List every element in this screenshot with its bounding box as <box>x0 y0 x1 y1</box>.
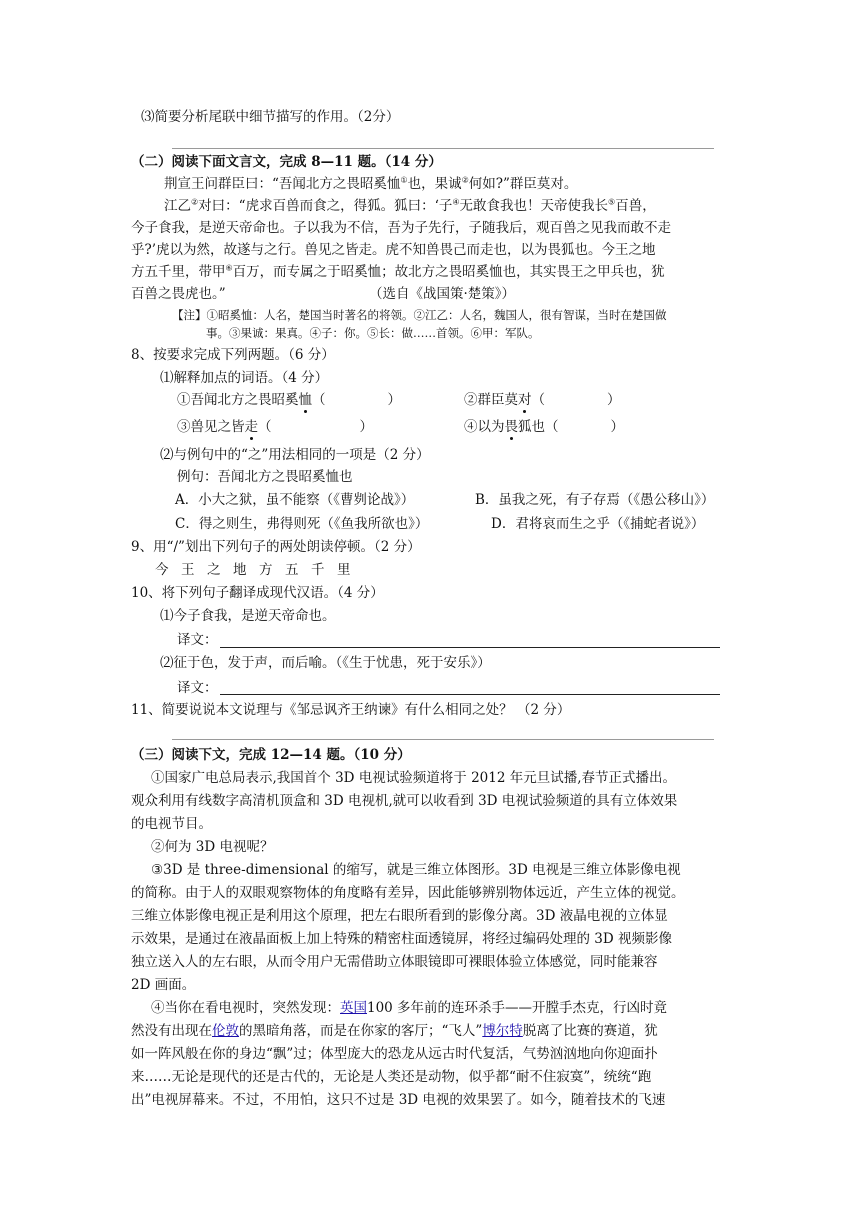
question-8-item-4: ④以为畏狐也（ ） <box>464 419 624 435</box>
question-10-stem: 10、将下列句子翻译成现代汉语。（4 分） <box>131 585 384 601</box>
option-d: D．君将哀而生之乎（《捕蛇者说》） <box>491 516 705 532</box>
article-p2: ②何为 3D 电视呢？ <box>151 839 274 855</box>
translation-answer-line-2[interactable] <box>220 694 720 695</box>
passage-line-4: 乎?’虎以为然，故遂与之行。兽见之皆走。虎不知兽畏己而走也，以为畏狐也。今王之地 <box>131 242 656 258</box>
article-p3-line-2: 的简称。由于人的双眼观察物体的角度略有差异，因此能够辨别物体远近，产生立体的视觉。 <box>131 885 685 901</box>
article-p4-line-5: 出”电视屏幕来。不过，不用怕，这只不过是 3D 电视的效果罢了。如今，随着技术的飞速 <box>131 1092 666 1108</box>
question-8-item-1: ①吾闻北方之畏昭奚恤（ ） <box>177 392 401 408</box>
question-9-sentence: 今 王 之 地 方 五 千 里 <box>155 562 351 578</box>
translation-answer-line-1[interactable] <box>220 647 720 648</box>
question-11-stem: 11、简要说说本文说理与《邹忌讽齐王纳谏》有什么相同之处？ （2 分） <box>131 702 571 718</box>
article-p1-line-2: 观众利用有线数字高清机顶盒和 3D 电视机,就可以收看到 3D 电视试验频道的具有立体效果 <box>131 793 678 809</box>
passage-line-2: 江乙②对曰：“虎求百兽而食之，得狐。狐曰：‘子④无敢食我也！天帝使我长⑤百兽， <box>164 197 656 214</box>
note-line-1: 【注】①昭奚恤：人名，楚国当时著名的将领。②江乙：人名，魏国人，很有智谋，当时在楚国做 <box>172 308 667 322</box>
article-p1-line-3: 的电视节目。 <box>131 816 212 832</box>
passage-line-1: 荆宣王问群臣曰：“吾闻北方之畏昭奚恤①也，果诚②何如?”群臣莫对。 <box>164 175 578 192</box>
link-bolt[interactable]: 博尔特 <box>482 1023 523 1039</box>
article-p3-line-1: ③3D 是 three-dimensional 的缩写，就是三维立体图形。3D 电视是三维立体影像电视 <box>151 862 681 878</box>
question-8-item-2: ②群臣莫对（ ） <box>464 392 621 408</box>
passage-line-3: 今子食我，是逆天帝命也。子以我为不信，吾为子先行，子随我后，观百兽之见我而敢不走 <box>131 220 671 236</box>
passage-line-6: 百兽之畏虎也。” <box>131 286 226 302</box>
question-8-item-3: ③兽见之皆走（ ） <box>177 419 373 435</box>
question-8-sub-2: ⑵与例句中的“之”用法相同的一项是（2 分） <box>160 447 430 463</box>
article-p4-line-4: 来……无论是现代的还是古代的，无论是人类还是动物，似乎都“耐不住寂寞”，统统“跑 <box>131 1069 652 1085</box>
translation-label-1: 译文： <box>177 632 218 648</box>
answer-line <box>172 739 714 740</box>
passage-line-5: 方五千里，带甲⑥百万，而专属之于昭奚恤；故北方之畏昭奚恤也，其实畏王之甲兵也，犹 <box>131 263 665 280</box>
article-p3-line-6: 2D 画面。 <box>131 977 196 993</box>
option-c: C．得之则生，弗得则死（《鱼我所欲也》） <box>175 516 429 532</box>
translation-label-2: 译文： <box>177 680 218 696</box>
question-10-sentence-1: ⑴今子食我，是逆天帝命也。 <box>160 608 336 624</box>
question-10-sentence-2: ⑵征于色，发于声，而后喻。（《生于忧患，死于安乐》） <box>160 655 491 671</box>
article-p3-line-3: 三维立体影像电视正是利用这个原理，把左右眼所看到的影像分离。3D 液晶电视的立体显 <box>131 908 668 924</box>
article-p4-line-2: 然没有出现在伦敦的黑暗角落，而是在你家的客厅；“飞人”博尔特脱离了比赛的赛道，犹 <box>131 1023 658 1039</box>
article-p4-line-1: ④当你在看电视时，突然发现：英国100 多年前的连环杀手——开膛手杰克，行凶时竟 <box>151 1000 668 1016</box>
article-p4-line-3: 如一阵风般在你的身边“飘”过；体型庞大的恐龙从远古时代复活，气势汹汹地向你迎面扑 <box>131 1046 658 1062</box>
option-a: A．小大之狱，虽不能察（《曹刿论战》） <box>175 492 415 508</box>
article-p1-line-1: ①国家广电总局表示,我国首个 3D 电视试验频道将于 2012 年元旦试播,春节正式播出。 <box>151 770 677 786</box>
passage-source: （选自《战国策·楚策》） <box>369 286 516 302</box>
link-london[interactable]: 伦敦 <box>212 1023 239 1039</box>
article-p3-line-4: 示效果，是通过在液晶面板上加上特殊的精密柱面透镜屏，将经过编码处理的 3D 视频影像 <box>131 931 672 947</box>
question-9-stem: 9、用“/”划出下列句子的两处朗读停顿。（2 分） <box>131 539 421 555</box>
question-8-example: 例句：吾闻北方之畏昭奚恤也 <box>177 469 353 485</box>
question-8-sub-1: ⑴解释加点的词语。（4 分） <box>160 370 329 386</box>
link-britain[interactable]: 英国 <box>340 1000 367 1016</box>
note-line-2: 事。③果诚：果真。④子：你。⑤长：做……首领。⑥甲：军队。 <box>206 326 540 340</box>
question-7-3: ⑶简要分析尾联中细节描写的作用。（2分） <box>141 109 400 125</box>
answer-line <box>172 148 714 149</box>
question-8-stem: 8、按要求完成下列两题。（6 分） <box>131 347 335 363</box>
option-b: B．虽我之死，有子存焉（《愚公移山》） <box>475 492 715 508</box>
section-3-heading: （三）阅读下文，完成 12—14 题。（10 分） <box>131 747 411 763</box>
section-2-heading: （二）阅读下面文言文，完成 8—11 题。（14 分） <box>131 154 442 170</box>
article-p3-line-5: 独立送入人的左右眼，从而令用户无需借助立体眼镜即可裸眼体验立体感觉，同时能兼容 <box>131 954 658 970</box>
